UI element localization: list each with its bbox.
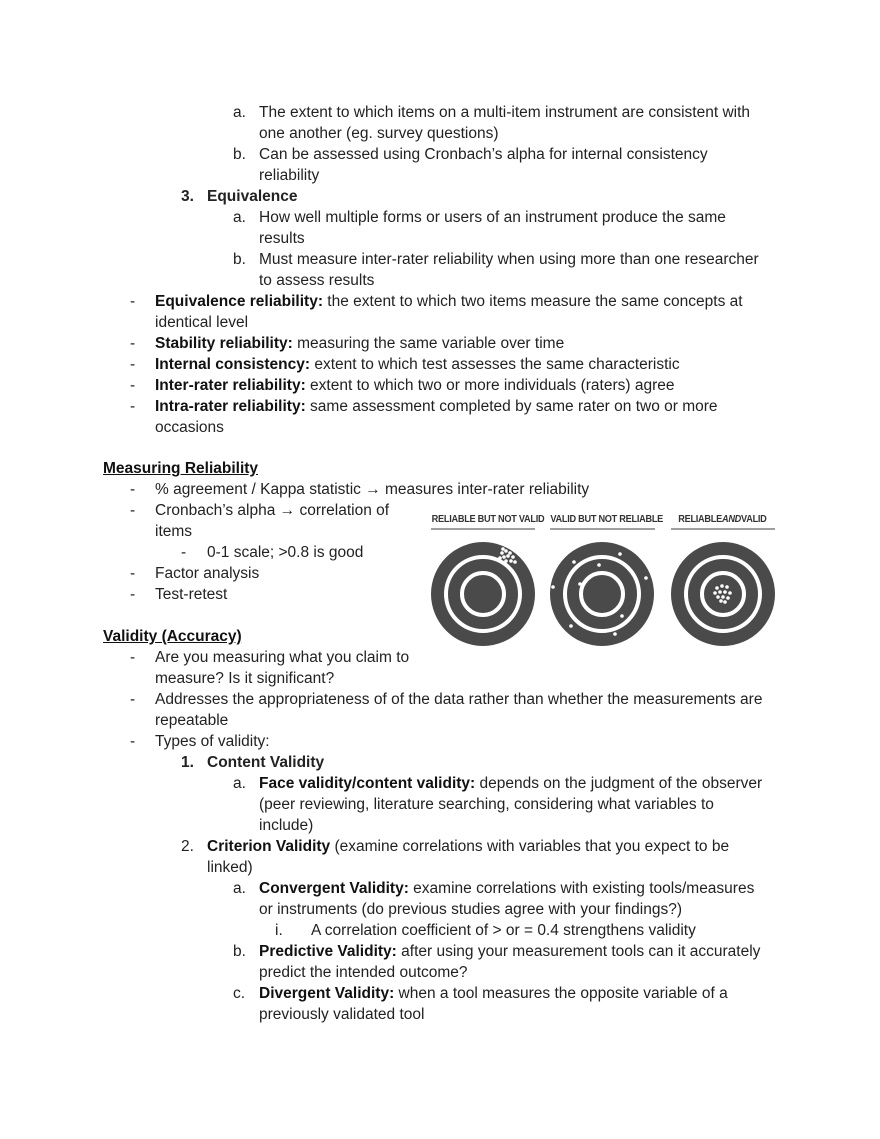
list-item: Are you measuring what you claim to [155, 649, 410, 666]
list-item: Types of validity: [155, 733, 270, 750]
bullet-dash: - [130, 398, 136, 415]
list-marker: a. [233, 104, 246, 121]
definition-internal-consistency [155, 354, 680, 375]
list-marker: i. [275, 922, 283, 939]
list-marker: b. [233, 943, 246, 960]
bullet-dash: - [130, 481, 136, 498]
equivalence-title: Equivalence [207, 188, 298, 205]
definition-text: the extent to which two items measure the same concepts at [322, 293, 743, 310]
figure-label-part: AND [721, 513, 742, 526]
definition-cont: identical level [155, 314, 249, 331]
list-item: Cronbach’s alpha → correlation of [155, 502, 390, 519]
definition-inter-rater [155, 375, 674, 396]
definition-intra-rater [155, 396, 718, 417]
criterion-validity-item [207, 836, 729, 857]
list-item-cont: previously validated tool [259, 1006, 425, 1023]
bullet-dash: - [130, 293, 136, 310]
definition-text: same assessment completed by same rater on two or more [305, 398, 718, 415]
item-term: Convergent Validity: [259, 880, 409, 897]
list-item-cont: include) [259, 817, 314, 834]
definition-term: Stability reliability: [155, 335, 293, 352]
predictive-validity-item [259, 941, 760, 962]
definition-cont: occasions [155, 419, 224, 436]
targets-illustration [428, 506, 780, 650]
list-marker: b. [233, 146, 246, 163]
list-item: The extent to which items on a multi-item instrument are consistent with [259, 104, 751, 121]
item-term: Face validity/content validity: [259, 775, 476, 792]
bullet-dash: - [130, 377, 136, 394]
list-item: Addresses the appropriateness of of the data rather than whether the measurements are [155, 691, 763, 708]
item-text: when a tool measures the opposite variable of a [394, 985, 728, 1002]
item-term: Divergent Validity: [259, 985, 395, 1002]
bullet-dash: - [181, 544, 187, 561]
measuring-reliability-heading: Measuring Reliability [103, 460, 259, 477]
list-item: A correlation coefficient of > or = 0.4 strengthens validity [311, 922, 696, 939]
definition-text: extent to which two or more individuals (raters) agree [305, 377, 675, 394]
figure-label [678, 514, 767, 525]
validity-heading: Validity (Accuracy) [103, 628, 242, 645]
bullet-dash: - [130, 586, 136, 603]
list-number: 2. [181, 838, 194, 855]
target-reliable-and-valid [671, 542, 775, 646]
figure-label: VALID BUT NOT RELIABLE [550, 513, 664, 526]
list-item-cont: results [259, 230, 305, 247]
list-item-cont: measure? Is it significant? [155, 670, 335, 687]
list-item-cont: reliability [259, 167, 320, 184]
reliability-validity-figure [428, 506, 780, 650]
list-marker: a. [233, 775, 246, 792]
list-item-cont: (peer reviewing, literature searching, considering what variables to [259, 796, 714, 813]
list-item: % agreement / Kappa statistic → measures inter-rater reliability [155, 481, 590, 498]
divergent-validity-item [259, 983, 728, 1004]
figure-label-part: RELIABLE [678, 513, 722, 526]
bullet-dash: - [130, 502, 136, 519]
item-term: Criterion Validity [207, 838, 331, 855]
item-text: (examine correlations with variables that you expect to be [330, 838, 730, 855]
figure-label-part: VALID [741, 513, 767, 526]
list-marker: c. [233, 985, 246, 1002]
face-validity-item [259, 773, 762, 794]
target-reliable-not-valid [431, 542, 535, 646]
bullet-dash: - [130, 691, 136, 708]
item-text: examine correlations with existing tools/measures [408, 880, 755, 897]
definition-equivalence [155, 291, 743, 312]
list-item: 0-1 scale; >0.8 is good [207, 544, 364, 561]
content-validity-title: Content Validity [207, 754, 325, 771]
bullet-dash: - [130, 649, 136, 666]
list-number: 1. [181, 754, 194, 771]
definition-term: Internal consistency: [155, 356, 311, 373]
bullet-dash: - [130, 565, 136, 582]
definition-stability [155, 333, 564, 354]
list-item-cont: or instruments (do previous studies agree with your findings?) [259, 901, 683, 918]
list-marker: b. [233, 251, 246, 268]
list-item: Test-retest [155, 586, 228, 603]
list-item-cont: predict the intended outcome? [259, 964, 468, 981]
list-item-cont: repeatable [155, 712, 229, 729]
list-marker: a. [233, 209, 246, 226]
list-item: Factor analysis [155, 565, 260, 582]
definition-term: Equivalence reliability: [155, 293, 323, 310]
list-item-cont: to assess results [259, 272, 375, 289]
list-item-cont: items [155, 523, 193, 540]
bullet-dash: - [130, 733, 136, 750]
convergent-validity-item [259, 878, 754, 899]
list-number: 3. [181, 188, 194, 205]
figure-label: RELIABLE BUT NOT VALID [431, 513, 545, 526]
definition-term: Intra-rater reliability: [155, 398, 306, 415]
item-text: after using your measurement tools can it accurately [396, 943, 761, 960]
list-marker: a. [233, 880, 246, 897]
definition-term: Inter-rater reliability: [155, 377, 306, 394]
definition-text: measuring the same variable over time [292, 335, 565, 352]
list-item: Can be assessed using Cronbach’s alpha for internal consistency [259, 146, 708, 163]
item-term: Predictive Validity: [259, 943, 397, 960]
item-text: depends on the judgment of the observer [475, 775, 763, 792]
list-item-cont: one another (eg. survey questions) [259, 125, 499, 142]
target-valid-not-reliable [550, 542, 654, 646]
bullet-dash: - [130, 335, 136, 352]
definition-text: extent to which test assesses the same characteristic [310, 356, 680, 373]
list-item: How well multiple forms or users of an instrument produce the same [259, 209, 726, 226]
list-item-cont: linked) [207, 859, 253, 876]
list-item: Must measure inter-rater reliability when using more than one researcher [259, 251, 759, 268]
bullet-dash: - [130, 356, 136, 373]
